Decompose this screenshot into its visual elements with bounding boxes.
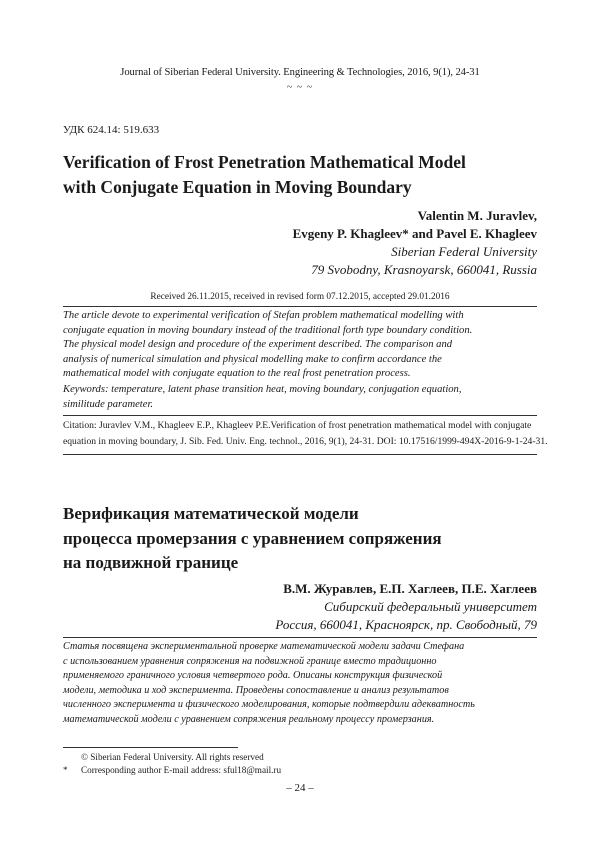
address: Россия, 660041, Красноярск, пр. Свободный, 79 [275,617,537,632]
russian-title-line: Верификация математической модели [63,504,359,523]
english-title-line: Verification of Frost Penetration Mathematical Model [63,152,466,172]
abstract-line: conjugate equation in moving boundary instead of the traditional forth type boundary condition. [63,324,473,336]
citation-top-rule [63,415,537,416]
english-abstract [63,309,537,382]
english-title [63,150,533,200]
citation [63,418,548,450]
russian-title-line: процесса промерзания с уравнением сопряжения [63,528,442,548]
journal-header: Journal of Siberian Federal University. Engineering & Technologies, 2016, 9(1), 24-31 [120,67,480,78]
received-dates: Received 26.11.2015, received in revised form 07.12.2015, accepted 29.01.2016 [150,292,450,302]
footnote-rule [63,747,238,748]
abstract-line: математической модели с уравнением сопряжения реальному процессу промерзания. [63,713,435,725]
russian-title-line: на подвижной границе [63,553,239,572]
copyright-footnote [63,751,281,764]
russian-abstract-top-rule [63,637,537,638]
english-title-line: with Conjugate Equation in Moving Boundary [63,177,412,197]
abstract-line: mathematical model with conjugate equation to the real frost penetration process. [63,368,411,379]
abstract-line: применяемого граничного условия четвертого рода. Описаны конструкция физической [63,670,443,681]
citation-line: equation in moving boundary, J. Sib. Fed. Univ. Eng. technol., 2016, 9(1), 24-31. DOI: 10.17516/1999-494X-2016-9-1-24-31. [63,436,548,447]
abstract-line: The article devote to experimental verification of Stefan problem mathematical modelling with [63,310,464,321]
header-ornament: ~ ~ ~ [286,82,314,93]
footnote-star: * [63,765,68,775]
keywords-line: similitude parameter. [63,398,154,410]
citation-bottom-rule [63,454,537,455]
russian-authors [275,580,537,634]
abstract-line: analysis of numerical simulation and physical modelling make to confirm accordance the [63,353,442,365]
abstract-line: Статья посвящена экспериментальной проверке математической модели задачи Стефана [63,641,465,652]
abstract-line: численного эксперимента и физического моделирования, которые подтвердили адекватность [63,699,475,710]
english-authors [293,207,537,279]
corresponding-text: Corresponding author E-mail address: sful18@mail.ru [81,765,282,775]
affiliation: Сибирский федеральный университет [324,599,537,614]
copyright-text: © Siberian Federal University. All rights reserved [81,752,264,762]
author-line: В.М. Журавлев, Е.П. Хаглеев, П.Е. Хаглеев [283,581,537,596]
russian-abstract [63,640,537,727]
keywords-line: Keywords: temperature, latent phase transition heat, moving boundary, conjugation equation, [63,384,462,395]
russian-title [63,502,442,576]
page-number: – 24 – [286,782,314,794]
abstract-line: The physical model design and procedure of the experiment described. The comparison and [63,339,453,350]
corresponding-footnote [63,764,281,777]
author-line: Valentin M. Juravlev, [417,208,537,223]
abstract-line: с использованием уравнения сопряжения на подвижной границе вместо традиционно [63,655,437,667]
address: 79 Svobodny, Krasnoyarsk, 660041, Russia [311,262,537,277]
abstract-line: модели, методика и ход эксперимента. Проведены сопоставление и анализ результатов [63,684,449,696]
author-line: Evgeny P. Khagleev* and Pavel E. Khagleev [292,226,537,241]
english-keywords [63,383,537,412]
abstract-top-rule [63,306,537,307]
affiliation: Siberian Federal University [391,244,537,259]
citation-line: Citation: Juravlev V.M., Khagleev E.P., Khagleev P.E.Verification of frost penetration mathematical model with conjugate [63,420,532,431]
footnotes [63,751,281,777]
udk-code: УДК 624.14: 519.633 [63,124,160,136]
